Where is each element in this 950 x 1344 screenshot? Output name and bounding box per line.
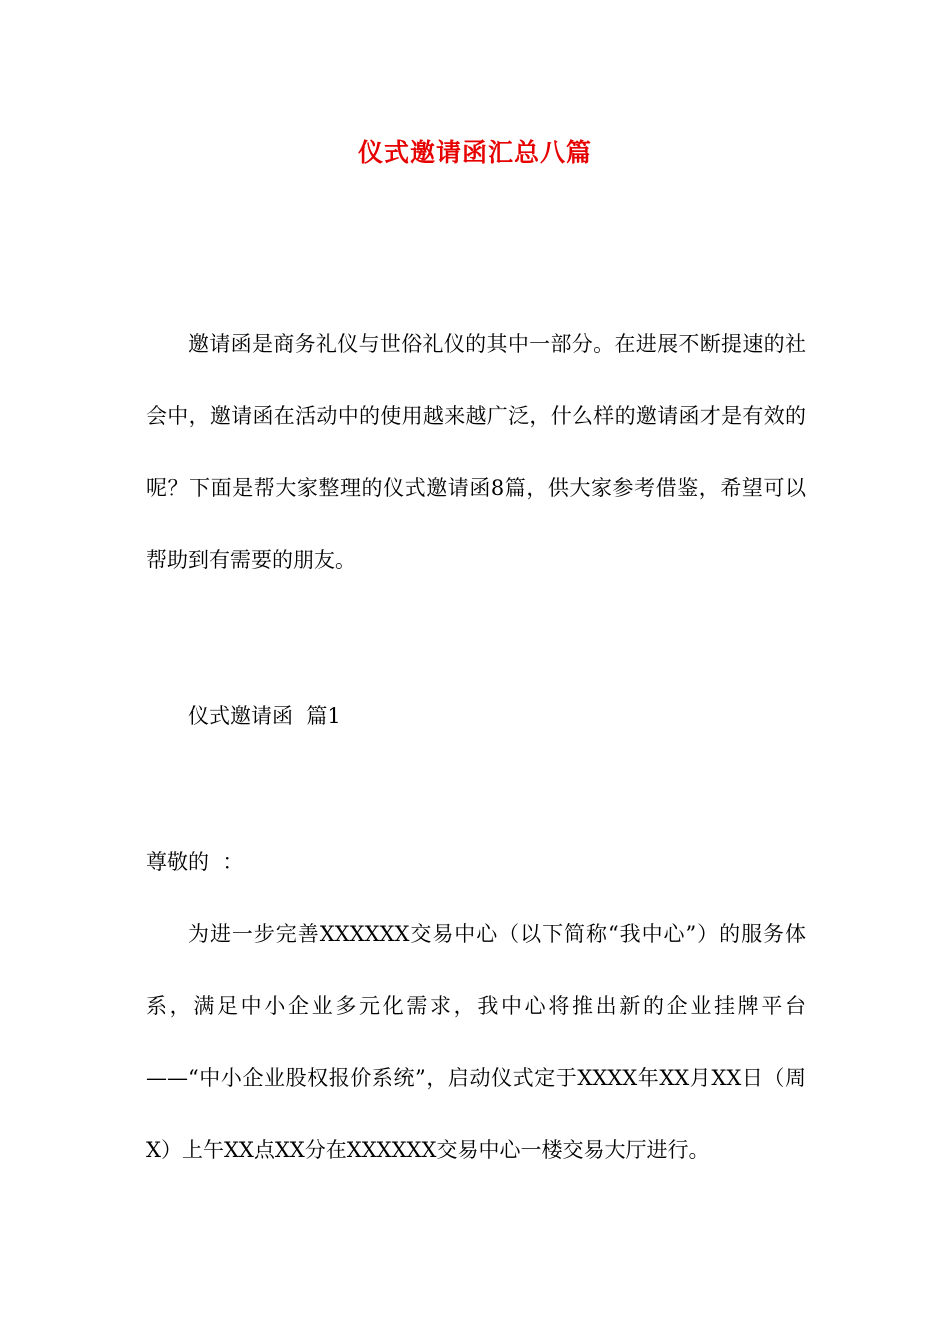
section-heading: 仪式邀请函 篇1	[188, 704, 341, 728]
salutation: 尊敬的 ：	[146, 850, 244, 874]
document-title: 仪式邀请函汇总八篇	[357, 138, 592, 167]
body-paragraph: 为进一步完善XXXXXX交易中心（以下简称“我中心”）的服务体系，满足中小企业多元化需求，我中心将推出新的企业挂牌平台——“中小企业股权报价系统”，启动仪式定于XXXX年XX月XX日（周X）上午XX点XX分在XXXXXX交易中心一楼交易大厅进行。	[146, 922, 806, 1162]
intro-paragraph-block	[146, 308, 806, 596]
body-paragraph-block	[146, 898, 806, 1186]
intro-paragraph: 邀请函是商务礼仪与世俗礼仪的其中一部分。在进展不断提速的社会中，邀请函在活动中的使用越来越广泛，什么样的邀请函才是有效的呢？下面是帮大家整理的仪式邀请函8篇，供大家参考借鉴，希望可以帮助到有需要的朋友。	[146, 332, 806, 572]
